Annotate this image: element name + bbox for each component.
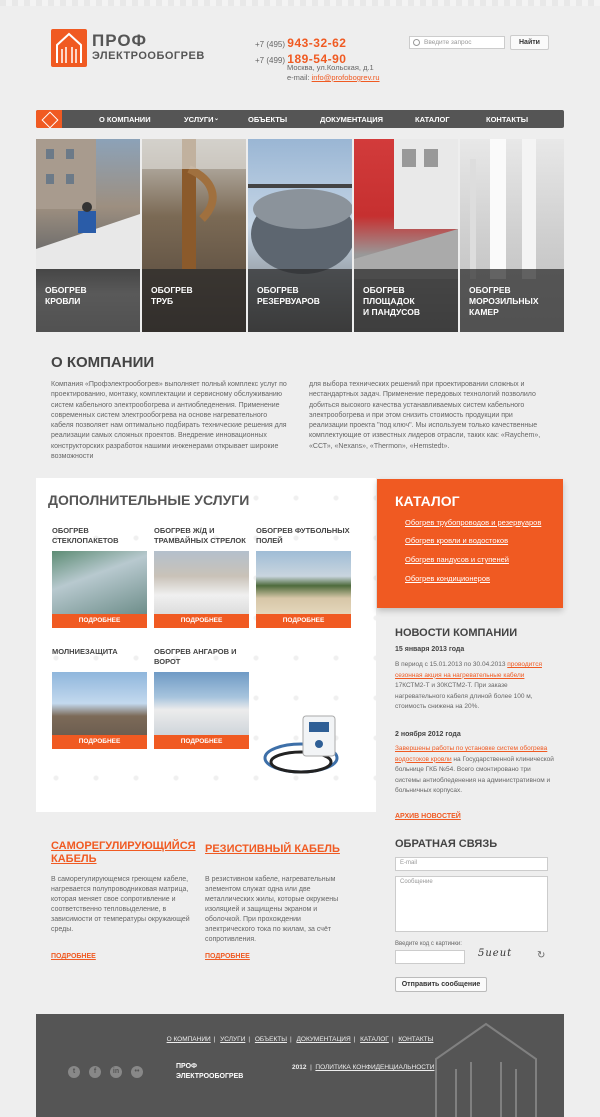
catalog-link[interactable]: Обогрев кондиционеров	[405, 574, 490, 583]
top-stripe	[0, 0, 600, 6]
captcha-input[interactable]	[395, 950, 465, 964]
footer-nav: О КОМПАНИИ | УСЛУГИ | ОБЪЕКТЫ | ДОКУМЕНТАЦИЯ | КАТАЛОГ | КОНТАКТЫ	[166, 1036, 434, 1043]
service-title: ОБОГРЕВ ФУТБОЛЬНЫХ ПОЛЕЙ	[256, 526, 350, 545]
footer-brand: ПРОФ ЭЛЕКТРООБОГРЕВ	[176, 1063, 244, 1080]
footer-link[interactable]: ДОКУМЕНТАЦИЯ	[296, 1036, 351, 1043]
news-title: НОВОСТИ КОМПАНИИ	[395, 627, 518, 639]
logo[interactable]	[51, 29, 226, 67]
about-text-left: Компания «Профэлектрообогрев» выполняет полный комплекс услуг по проектированию, монтажу, комплектации и сервисному обслуживанию систем кабельного электрообогрева и антиобледенения. Применение современных систем электрообогрева на основе нагревательного кабеля позволяет нам оптимально подбирать технические решения для реализации самых сложных проектов. Внедрение инновационных конструкторских разработок нашими инженерами открывает широкие возможности	[51, 381, 287, 461]
footer-link[interactable]: О КОМПАНИИ	[166, 1036, 211, 1043]
service-image	[52, 551, 147, 614]
footer-link[interactable]: КОНТАКТЫ	[398, 1036, 434, 1043]
phone-number[interactable]: 189-54-90	[287, 52, 347, 66]
phone-number[interactable]: 943-32-62	[287, 36, 347, 50]
send-button[interactable]: Отправить сообщение	[395, 977, 487, 992]
cable-text: В резистивном кабеле, нагревательным элементом служат одна или две металлических жилы, которые окружены изоляцией и защищены экраном и оболочкой. При прохождении электрического тока по жилам, за счёт сопротивления.	[205, 876, 339, 943]
tile-ramps[interactable]	[354, 139, 458, 332]
phone-code: +7 (499)	[255, 56, 286, 65]
flickr-icon[interactable]: ••	[131, 1066, 143, 1078]
service-title: МОЛНИЕЗАЩИТА	[52, 647, 118, 656]
logo-icon	[51, 29, 87, 67]
news-date: 2 ноября 2012 года	[395, 731, 461, 738]
footer-link[interactable]: УСЛУГИ	[220, 1036, 246, 1043]
catalog-link[interactable]: Обогрев пандусов и ступеней	[405, 555, 509, 564]
catalog-box	[377, 479, 563, 608]
service-item[interactable]	[256, 526, 351, 628]
phone-code: +7 (495)	[255, 40, 286, 49]
twitter-icon[interactable]: t	[68, 1066, 80, 1078]
footer-link[interactable]: КАТАЛОГ	[360, 1036, 389, 1043]
email-label: e-mail:	[287, 73, 310, 82]
captcha-image: 5ueut	[478, 948, 513, 959]
search-button[interactable]: Найти	[510, 35, 549, 50]
tile-label: ОБОГРЕВ ТРУБ	[151, 285, 193, 306]
chevron-down-icon: ⌄	[214, 116, 220, 122]
service-title: ОБОГРЕВ Ж/Д И ТРАМВАЙНЫХ СТРЕЛОК	[154, 526, 246, 545]
catalog-link[interactable]: Обогрев кровли и водостоков	[405, 536, 509, 545]
feedback-title: ОБРАТНАЯ СВЯЗЬ	[395, 838, 498, 850]
main-nav	[36, 110, 564, 128]
service-image	[154, 672, 249, 735]
service-item[interactable]	[154, 526, 249, 628]
nav-home-icon[interactable]	[36, 110, 62, 128]
tile-pipes[interactable]	[142, 139, 246, 332]
tile-tanks[interactable]	[248, 139, 352, 332]
address-block	[287, 63, 380, 83]
more-button[interactable]: ПОДРОБНЕЕ	[154, 614, 249, 628]
service-item[interactable]	[52, 647, 147, 749]
nav-item-services[interactable]: УСЛУГИ	[184, 115, 214, 124]
message-field[interactable]: Сообщение	[395, 876, 548, 932]
more-button[interactable]: ПОДРОБНЕЕ	[52, 614, 147, 628]
cable-title[interactable]: РЕЗИСТИВНЫЙ КАБЕЛЬ	[205, 843, 340, 855]
nav-item-about[interactable]: О КОМПАНИИ	[99, 115, 151, 124]
logo-subtitle: ЭЛЕКТРООБОГРЕВ	[92, 50, 205, 62]
tile-roof[interactable]	[36, 139, 140, 332]
cable-title[interactable]: САМОРЕГУЛИРУЮЩИЙСЯ КАБЕЛЬ	[51, 840, 196, 865]
email-link[interactable]: info@profobogrev.ru	[311, 73, 380, 82]
footer-year: 2012	[292, 1064, 307, 1071]
service-image	[154, 551, 249, 614]
nav-item-objects[interactable]: ОБЪЕКТЫ	[248, 115, 288, 124]
email-field[interactable]: E-mail	[395, 857, 548, 871]
more-button[interactable]: ПОДРОБНЕЕ	[256, 614, 351, 628]
news-text: Завершены работы по установке систем обогрева водостоков кровли на Государственной клинической больнице ГКБ №54. Всего смонтировано три системы антиобледенения на административном и больничных корпусах.	[395, 745, 554, 794]
services-title: ДОПОЛНИТЕЛЬНЫЕ УСЛУГИ	[48, 492, 250, 508]
more-button[interactable]: ПОДРОБНЕЕ	[154, 735, 249, 749]
thermostat-image	[261, 710, 351, 780]
search-placeholder: Введите запрос	[424, 39, 472, 46]
catalog-title: КАТАЛОГ	[395, 493, 460, 509]
news-link[interactable]: Завершены работы по установке систем обогрева водостоков кровли	[395, 745, 548, 763]
catalog-link[interactable]: Обогрев трубопроводов и резервуаров	[405, 518, 542, 527]
more-link[interactable]: ПОДРОБНЕЕ	[51, 953, 96, 960]
facebook-icon[interactable]: f	[89, 1066, 101, 1078]
address: Москва, ул.Кольская, д.1	[287, 63, 374, 72]
cable-text: В саморегулирующемся греющем кабеле, нагревается полупроводниковая матрица, которая меняет свое сопротивление и соответственно тепловыделение, в зависимости от температуры окружающей среды.	[51, 876, 190, 933]
captcha-label: Введите код с картинки:	[395, 941, 462, 947]
footer-link[interactable]: ОБЪЕКТЫ	[254, 1036, 287, 1043]
tile-label: ОБОГРЕВ КРОВЛИ	[45, 285, 87, 306]
more-link[interactable]: ПОДРОБНЕЕ	[205, 953, 250, 960]
news-link[interactable]: проводится сезонная акция на нагревательные кабели	[395, 661, 542, 679]
service-title: ОБОГРЕВ АНГАРОВ И ВОРОТ	[154, 647, 237, 666]
about-title: О КОМПАНИИ	[51, 354, 155, 371]
service-item[interactable]	[52, 526, 147, 628]
privacy-link[interactable]: ПОЛИТИКА КОНФИДЕНЦИАЛЬНОСТИ	[315, 1064, 435, 1071]
search-icon	[413, 39, 420, 46]
service-image	[52, 672, 147, 735]
about-text-right: для выбора технических решений при проектировании сложных и нестандартных задач. Применение передовых технологий позволило добиться высокого качества устанавливаемых систем кабельного электрообогрева и при этом снизить стоимость продукции при реализации проекта "под ключ". Мы используем только качественные комплектующие от известных лидеров отрасли, таких как: «Raychem», «ССТ», «Nexans», «Thermon», «Hemstedt».	[309, 381, 541, 450]
news-text: В период с 15.01.2013 по 30.04.2013 проводится сезонная акция на нагревательные кабели 17КСТМ2-Т и 30КСТМ2-Т. При заказе нагревательного кабеля длиной более 100 м, стоимость снижена на 20%.	[395, 661, 542, 710]
service-image	[256, 551, 351, 614]
logo-title: ПРОФ	[92, 31, 148, 50]
tile-label: ОБОГРЕВ РЕЗЕРВУАРОВ	[257, 285, 320, 306]
service-item[interactable]	[154, 647, 249, 749]
search-input[interactable]	[409, 36, 505, 49]
nav-item-catalog[interactable]: КАТАЛОГ	[415, 115, 450, 124]
nav-item-contacts[interactable]: КОНТАКТЫ	[486, 115, 529, 124]
refresh-icon[interactable]: ↻	[537, 950, 546, 961]
tile-label: ОБОГРЕВ ПЛОЩАДОК И ПАНДУСОВ	[363, 285, 420, 317]
footer-copy: 2012 | ПОЛИТИКА КОНФИДЕНЦИАЛЬНОСТИ	[292, 1064, 435, 1071]
more-button[interactable]: ПОДРОБНЕЕ	[52, 735, 147, 749]
service-tiles	[36, 139, 564, 332]
service-title: ОБОГРЕВ СТЕКЛОПАКЕТОВ	[52, 526, 119, 545]
news-date: 15 января 2013 года	[395, 646, 465, 653]
nav-item-docs[interactable]: ДОКУМЕНТАЦИЯ	[320, 115, 384, 124]
linkedin-icon[interactable]: in	[110, 1066, 122, 1078]
tile-freezers[interactable]	[460, 139, 564, 332]
news-archive-link[interactable]: АРХИВ НОВОСТЕЙ	[395, 813, 461, 820]
tile-label: ОБОГРЕВ МОРОЗИЛЬНЫХ КАМЕР	[469, 285, 539, 317]
